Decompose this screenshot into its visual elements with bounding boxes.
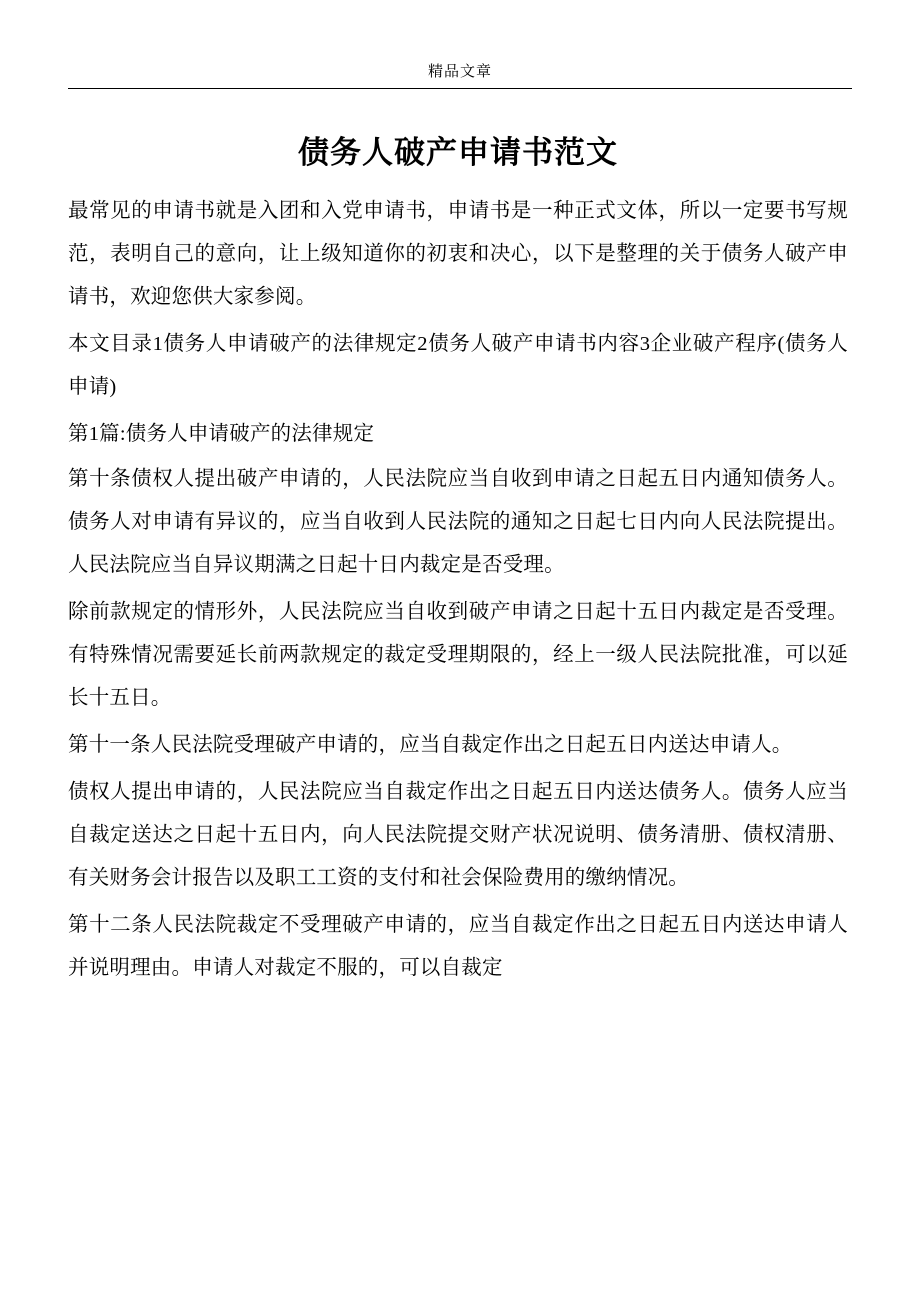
paragraph-5: 除前款规定的情形外，人民法院应当自收到破产申请之日起十五日内裁定是否受理。有特殊情况需要延长前两款规定的裁定受理期限的，经上一级人民法院批准，可以延长十五日。 — [68, 601, 848, 709]
paragraph-2: 本文目录1债务人申请破产的法律规定2债务人破产申请书内容3企业破产程序(债务人申请) — [68, 333, 848, 398]
paragraph-4: 第十条债权人提出破产申请的，人民法院应当自收到申请之日起五日内通知债务人。债务人对申请有异议的，应当自收到人民法院的通知之日起七日内向人民法院提出。人民法院应当自异议期满之日起十日内裁定是否受理。 — [68, 468, 848, 576]
document-body — [0, 127, 920, 990]
header-divider — [68, 88, 852, 89]
paragraph-3: 第1篇:债务人申请破产的法律规定 — [68, 423, 375, 445]
paragraph-1: 最常见的申请书就是入团和入党申请书，申请书是一种正式文体，所以一定要书写规范，表明自己的意向，让上级知道你的初衷和决心，以下是整理的关于债务人破产申请书，欢迎您供大家参阅。 — [68, 200, 848, 308]
paragraph-7: 债权人提出申请的，人民法院应当自裁定作出之日起五日内送达债务人。债务人应当自裁定送达之日起十五日内，向人民法院提交财产状况说明、债务清册、债权清册、有关财务会计报告以及职工工资的支付和社会保险费用的缴纳情况。 — [68, 781, 848, 889]
paragraph-6: 第十一条人民法院受理破产申请的，应当自裁定作出之日起五日内送达申请人。 — [68, 734, 793, 756]
running-head: 精品文章 — [427, 62, 492, 80]
page-title: 债务人破产申请书范文 — [298, 135, 618, 171]
paragraph-8: 第十二条人民法院裁定不受理破产申请的，应当自裁定作出之日起五日内送达申请人并说明理由。申请人对裁定不服的，可以自裁定 — [68, 914, 848, 979]
